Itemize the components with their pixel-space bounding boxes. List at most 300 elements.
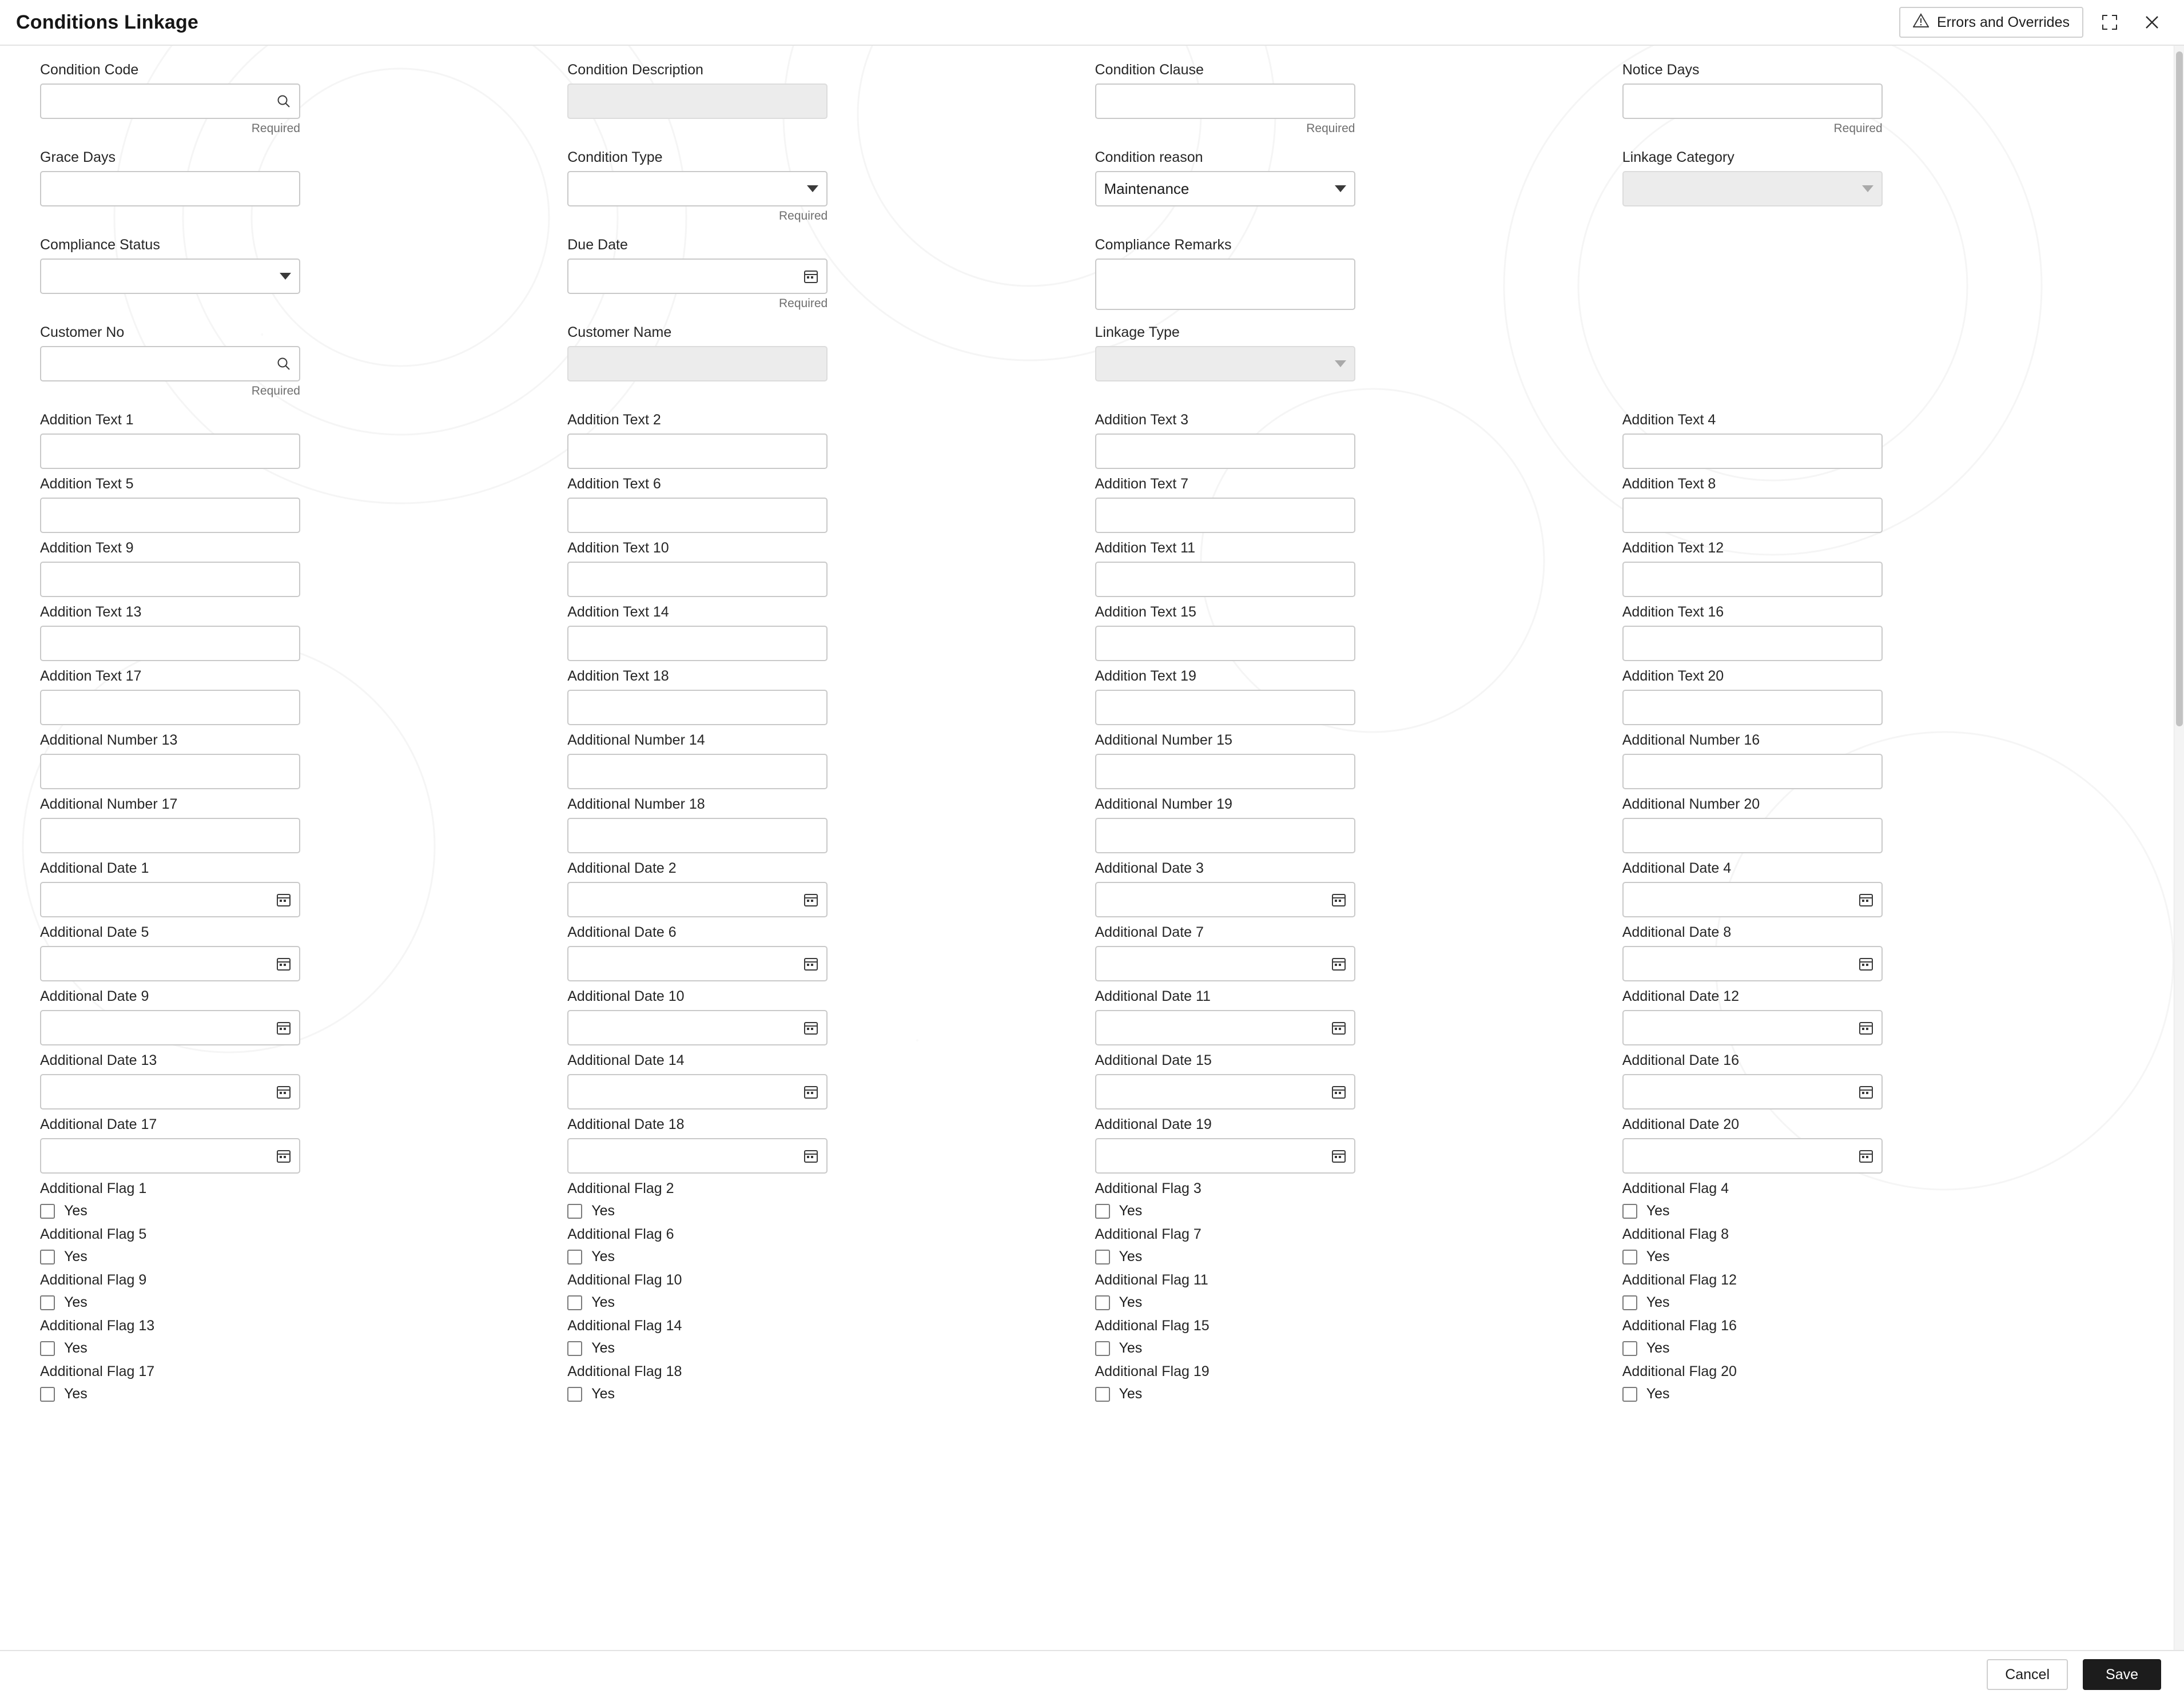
additional-flag-3-checkbox-row[interactable] bbox=[1095, 1203, 1622, 1219]
search-icon[interactable] bbox=[276, 94, 291, 109]
addition-text-5-input[interactable] bbox=[40, 498, 300, 533]
field-linkage-category bbox=[1622, 149, 2150, 223]
condition-type-select[interactable] bbox=[567, 171, 828, 206]
field-label: Additional Flag 2 bbox=[567, 1180, 674, 1196]
checkbox[interactable] bbox=[1622, 1387, 1637, 1402]
additional-date-6 bbox=[567, 924, 1095, 981]
checkbox-label: Yes bbox=[1646, 1248, 1670, 1264]
field-label: Addition Text 20 bbox=[1622, 668, 1724, 684]
additional-date-2-input[interactable] bbox=[567, 882, 828, 917]
calendar-icon[interactable] bbox=[1859, 1020, 1873, 1035]
field-label: Additional Flag 6 bbox=[567, 1226, 674, 1242]
checkbox[interactable] bbox=[1095, 1341, 1110, 1356]
additional-number-19-input[interactable] bbox=[1095, 818, 1355, 853]
checkbox-label: Yes bbox=[1119, 1294, 1143, 1310]
additional-number-14 bbox=[567, 732, 1095, 789]
field-label: Additional Flag 12 bbox=[1622, 1272, 1737, 1288]
field-label: Addition Text 9 bbox=[40, 540, 134, 556]
additional-flag-18-checkbox-row[interactable] bbox=[567, 1386, 1095, 1402]
field-condition-clause bbox=[1095, 62, 1622, 136]
field-label: Additional Number 16 bbox=[1622, 732, 1760, 748]
field-label: Additional Date 7 bbox=[1095, 924, 1204, 940]
additional-flag-15-checkbox-row[interactable] bbox=[1095, 1340, 1622, 1357]
field-label: Addition Text 15 bbox=[1095, 604, 1196, 620]
notice-days-input[interactable] bbox=[1622, 83, 1883, 119]
compliance-status-select[interactable] bbox=[40, 259, 300, 294]
addition-text-3-input[interactable] bbox=[1095, 434, 1355, 469]
additional-flag-14-checkbox-row[interactable] bbox=[567, 1340, 1095, 1357]
chevron-down-icon[interactable] bbox=[280, 273, 291, 280]
additional-date-16-input[interactable] bbox=[1622, 1074, 1883, 1110]
chevron-down-icon[interactable] bbox=[1335, 185, 1346, 192]
checkbox[interactable] bbox=[1622, 1341, 1637, 1356]
additional-number-19 bbox=[1095, 796, 1622, 853]
checkbox-label: Yes bbox=[1119, 1248, 1143, 1264]
additional-date-20-input[interactable] bbox=[1622, 1138, 1883, 1174]
addition-text-13 bbox=[40, 604, 567, 661]
calendar-icon[interactable] bbox=[1859, 1084, 1873, 1099]
addition-text-15-input[interactable] bbox=[1095, 626, 1355, 661]
calendar-icon[interactable] bbox=[1331, 956, 1346, 971]
calendar-icon[interactable] bbox=[803, 1020, 818, 1035]
additional-date-17 bbox=[40, 1116, 567, 1174]
field-label: Additional Date 19 bbox=[1095, 1116, 1212, 1132]
additional-date-14 bbox=[567, 1052, 1095, 1110]
checkbox-label: Yes bbox=[591, 1203, 615, 1219]
addition-text-10-input[interactable] bbox=[567, 562, 828, 597]
additional-number-17 bbox=[40, 796, 567, 853]
checkbox-label: Yes bbox=[591, 1248, 615, 1264]
additional-flag-11-checkbox-row[interactable] bbox=[1095, 1294, 1622, 1311]
field-label: Additional Date 6 bbox=[567, 924, 677, 940]
additional-date-8 bbox=[1622, 924, 2150, 981]
field-label: Addition Text 3 bbox=[1095, 412, 1189, 428]
field-grace-days bbox=[40, 149, 567, 223]
additional-date-17-input[interactable] bbox=[40, 1138, 300, 1174]
checkbox[interactable] bbox=[40, 1204, 55, 1219]
checkbox[interactable] bbox=[1095, 1204, 1110, 1219]
addition-text-7 bbox=[1095, 476, 1622, 533]
additional-flag-16-checkbox-row[interactable] bbox=[1622, 1340, 2150, 1357]
field-label: Additional Date 1 bbox=[40, 860, 149, 876]
field-label: Addition Text 12 bbox=[1622, 540, 1724, 556]
due-date-input[interactable] bbox=[567, 259, 828, 294]
search-icon[interactable] bbox=[276, 356, 291, 371]
calendar-icon[interactable] bbox=[276, 1148, 291, 1163]
compliance-remarks-textarea[interactable] bbox=[1095, 259, 1355, 310]
field-label: Additional Date 11 bbox=[1095, 988, 1211, 1004]
additional-flag-6-checkbox-row[interactable] bbox=[567, 1248, 1095, 1265]
additional-flag-18 bbox=[567, 1363, 1095, 1402]
field-label: Additional Flag 15 bbox=[1095, 1318, 1210, 1334]
additional-flag-12 bbox=[1622, 1272, 2150, 1311]
field-value: Maintenance bbox=[1104, 180, 1190, 197]
checkbox-label: Yes bbox=[1646, 1386, 1670, 1402]
addition-text-9-input[interactable] bbox=[40, 562, 300, 597]
additional-date-5-input[interactable] bbox=[40, 946, 300, 981]
field-label: Additional Flag 16 bbox=[1622, 1318, 1737, 1334]
additional-flag-1 bbox=[40, 1180, 567, 1219]
chevron-down-icon bbox=[1862, 185, 1873, 192]
additional-date-10 bbox=[567, 988, 1095, 1045]
additional-flag-8-checkbox-row[interactable] bbox=[1622, 1248, 2150, 1265]
cancel-button[interactable]: Cancel bbox=[1987, 1659, 2068, 1690]
field-linkage-type bbox=[1095, 324, 1622, 398]
linkage-category-select bbox=[1622, 171, 1883, 206]
additional-date-3 bbox=[1095, 860, 1622, 917]
checkbox[interactable] bbox=[1622, 1295, 1637, 1310]
checkbox-label: Yes bbox=[64, 1386, 87, 1402]
additional-number-15 bbox=[1095, 732, 1622, 789]
field-label: Grace Days bbox=[40, 149, 116, 165]
field-label: Additional Flag 9 bbox=[40, 1272, 147, 1288]
field-label: Additional Flag 18 bbox=[567, 1363, 682, 1379]
additional-flag-12-checkbox-row[interactable] bbox=[1622, 1294, 2150, 1311]
page-title: Conditions Linkage bbox=[16, 11, 199, 33]
additional-flag-7-checkbox-row[interactable] bbox=[1095, 1248, 1622, 1265]
calendar-icon[interactable] bbox=[276, 1020, 291, 1035]
field-label: Customer No bbox=[40, 324, 125, 340]
checkbox[interactable] bbox=[567, 1250, 582, 1264]
field-label: Additional Date 20 bbox=[1622, 1116, 1740, 1132]
checkbox[interactable] bbox=[1622, 1250, 1637, 1264]
field-label: Additional Flag 11 bbox=[1095, 1272, 1208, 1288]
additional-flag-13 bbox=[40, 1318, 567, 1357]
field-label: Addition Text 18 bbox=[567, 668, 669, 684]
additional-date-12-input[interactable] bbox=[1622, 1010, 1883, 1045]
additional-flag-2 bbox=[567, 1180, 1095, 1219]
additional-date-grid bbox=[40, 860, 2150, 1180]
field-label: Additional Date 13 bbox=[40, 1052, 157, 1068]
additional-flag-9-checkbox-row[interactable] bbox=[40, 1294, 567, 1311]
additional-number-18-input[interactable] bbox=[567, 818, 828, 853]
save-button[interactable]: Save bbox=[2083, 1659, 2161, 1690]
field-label: Additional Number 15 bbox=[1095, 732, 1232, 748]
addition-text-18-input[interactable] bbox=[567, 690, 828, 725]
additional-date-1-input[interactable] bbox=[40, 882, 300, 917]
field-customer-name bbox=[567, 324, 1095, 398]
addition-text-20-input[interactable] bbox=[1622, 690, 1883, 725]
checkbox[interactable] bbox=[40, 1341, 55, 1356]
additional-flag-5-checkbox-row[interactable] bbox=[40, 1248, 567, 1265]
addition-text-9 bbox=[40, 540, 567, 597]
addition-text-16 bbox=[1622, 604, 2150, 661]
form-body bbox=[0, 46, 2184, 1432]
calendar-icon[interactable] bbox=[276, 1084, 291, 1099]
field-condition-code bbox=[40, 62, 567, 136]
additional-date-16 bbox=[1622, 1052, 2150, 1110]
addition-text-7-input[interactable] bbox=[1095, 498, 1355, 533]
field-label: Due Date bbox=[567, 237, 628, 253]
addition-text-20 bbox=[1622, 668, 2150, 725]
checkbox-label: Yes bbox=[64, 1294, 87, 1310]
additional-date-19-input[interactable] bbox=[1095, 1138, 1355, 1174]
errors-and-overrides-button[interactable] bbox=[1899, 7, 2083, 38]
checkbox[interactable] bbox=[567, 1387, 582, 1402]
condition-clause-input[interactable] bbox=[1095, 83, 1355, 119]
field-label: Notice Days bbox=[1622, 62, 1700, 78]
additional-number-13 bbox=[40, 732, 567, 789]
additional-date-11 bbox=[1095, 988, 1622, 1045]
checkbox[interactable] bbox=[1095, 1295, 1110, 1310]
field-label: Additional Flag 19 bbox=[1095, 1363, 1210, 1379]
field-label: Additional Date 15 bbox=[1095, 1052, 1212, 1068]
additional-flag-11 bbox=[1095, 1272, 1622, 1311]
addition-text-14 bbox=[567, 604, 1095, 661]
additional-flag-grid bbox=[40, 1180, 2150, 1409]
additional-date-9 bbox=[40, 988, 567, 1045]
additional-date-4-input[interactable] bbox=[1622, 882, 1883, 917]
additional-date-11-input[interactable] bbox=[1095, 1010, 1355, 1045]
minimize-icon[interactable] bbox=[2094, 6, 2126, 38]
addition-text-2 bbox=[567, 412, 1095, 469]
field-label: Addition Text 4 bbox=[1622, 412, 1716, 428]
addition-text-8 bbox=[1622, 476, 2150, 533]
field-label: Additional Date 5 bbox=[40, 924, 149, 940]
checkbox-label: Yes bbox=[1646, 1203, 1670, 1219]
calendar-icon[interactable] bbox=[1331, 1020, 1346, 1035]
additional-flag-10-checkbox-row[interactable] bbox=[567, 1294, 1095, 1311]
checkbox-label: Yes bbox=[591, 1340, 615, 1356]
additional-date-8-input[interactable] bbox=[1622, 946, 1883, 981]
top-fields-grid bbox=[40, 62, 2150, 412]
vertical-scrollbar[interactable] bbox=[2174, 46, 2184, 1650]
calendar-icon[interactable] bbox=[1331, 1148, 1346, 1163]
field-label: Additional Date 14 bbox=[567, 1052, 685, 1068]
calendar-icon[interactable] bbox=[803, 892, 818, 907]
checkbox[interactable] bbox=[1622, 1204, 1637, 1219]
additional-flag-15 bbox=[1095, 1318, 1622, 1357]
field-label: Addition Text 11 bbox=[1095, 540, 1196, 556]
addition-text-19-input[interactable] bbox=[1095, 690, 1355, 725]
required-hint: Required bbox=[1833, 122, 1883, 135]
field-label: Condition Description bbox=[567, 62, 703, 78]
additional-flag-4 bbox=[1622, 1180, 2150, 1219]
additional-number-14-input[interactable] bbox=[567, 754, 828, 789]
addition-text-4-input[interactable] bbox=[1622, 434, 1883, 469]
checkbox-label: Yes bbox=[1119, 1386, 1143, 1402]
errors-and-overrides-label: Errors and Overrides bbox=[1936, 14, 2070, 30]
field-label: Additional Flag 1 bbox=[40, 1180, 147, 1196]
field-label: Additional Date 2 bbox=[567, 860, 677, 876]
calendar-icon[interactable] bbox=[1331, 892, 1346, 907]
additional-date-2 bbox=[567, 860, 1095, 917]
additional-number-15-input[interactable] bbox=[1095, 754, 1355, 789]
additional-date-18-input[interactable] bbox=[567, 1138, 828, 1174]
field-label: Addition Text 2 bbox=[567, 412, 661, 428]
field-label: Additional Flag 17 bbox=[40, 1363, 155, 1379]
additional-date-1 bbox=[40, 860, 567, 917]
additional-date-10-input[interactable] bbox=[567, 1010, 828, 1045]
additional-date-9-input[interactable] bbox=[40, 1010, 300, 1045]
warning-triangle-icon bbox=[1913, 13, 1929, 32]
addition-text-2-input[interactable] bbox=[567, 434, 828, 469]
required-hint: Required bbox=[251, 384, 300, 397]
condition-code-input[interactable] bbox=[40, 83, 300, 119]
addition-text-14-input[interactable] bbox=[567, 626, 828, 661]
field-label: Addition Text 7 bbox=[1095, 476, 1189, 492]
grace-days-input[interactable] bbox=[40, 171, 300, 206]
field-label: Condition reason bbox=[1095, 149, 1203, 165]
field-label: Additional Number 13 bbox=[40, 732, 178, 748]
checkbox[interactable] bbox=[40, 1250, 55, 1264]
additional-date-14-input[interactable] bbox=[567, 1074, 828, 1110]
additional-date-4 bbox=[1622, 860, 2150, 917]
addition-text-12 bbox=[1622, 540, 2150, 597]
calendar-icon[interactable] bbox=[803, 1084, 818, 1099]
field-placeholder-1 bbox=[1622, 237, 2150, 311]
additional-flag-17-checkbox-row[interactable] bbox=[40, 1386, 567, 1402]
additional-flag-19-checkbox-row[interactable] bbox=[1095, 1386, 1622, 1402]
additional-flag-6 bbox=[567, 1226, 1095, 1265]
field-label: Additional Date 18 bbox=[567, 1116, 685, 1132]
additional-date-15-input[interactable] bbox=[1095, 1074, 1355, 1110]
form-scroll-area[interactable] bbox=[0, 46, 2184, 1650]
field-label: Additional Date 9 bbox=[40, 988, 149, 1004]
additional-date-13-input[interactable] bbox=[40, 1074, 300, 1110]
required-hint: Required bbox=[779, 209, 828, 222]
addition-text-6-input[interactable] bbox=[567, 498, 828, 533]
customer-no-input[interactable] bbox=[40, 346, 300, 381]
field-label: Addition Text 5 bbox=[40, 476, 134, 492]
addition-text-4 bbox=[1622, 412, 2150, 469]
calendar-icon[interactable] bbox=[803, 1148, 818, 1163]
field-label: Additional Flag 4 bbox=[1622, 1180, 1729, 1196]
checkbox-label: Yes bbox=[591, 1294, 615, 1310]
field-label: Addition Text 19 bbox=[1095, 668, 1196, 684]
field-due-date bbox=[567, 237, 1095, 311]
addition-text-11-input[interactable] bbox=[1095, 562, 1355, 597]
field-label: Additional Flag 20 bbox=[1622, 1363, 1737, 1379]
addition-text-12-input[interactable] bbox=[1622, 562, 1883, 597]
field-label: Addition Text 8 bbox=[1622, 476, 1716, 492]
customer-name-input bbox=[567, 346, 828, 381]
chevron-down-icon bbox=[1335, 360, 1346, 367]
field-label: Customer Name bbox=[567, 324, 672, 340]
additional-date-7 bbox=[1095, 924, 1622, 981]
addition-text-16-input[interactable] bbox=[1622, 626, 1883, 661]
additional-number-20 bbox=[1622, 796, 2150, 853]
checkbox-label: Yes bbox=[64, 1248, 87, 1264]
close-icon[interactable] bbox=[2136, 6, 2168, 38]
addition-text-18 bbox=[567, 668, 1095, 725]
additional-date-7-input[interactable] bbox=[1095, 946, 1355, 981]
checkbox[interactable] bbox=[1095, 1387, 1110, 1402]
field-label: Additional Flag 8 bbox=[1622, 1226, 1729, 1242]
field-label: Additional Flag 5 bbox=[40, 1226, 147, 1242]
additional-flag-1-checkbox-row[interactable] bbox=[40, 1203, 567, 1219]
field-label: Addition Text 17 bbox=[40, 668, 142, 684]
additional-flag-13-checkbox-row[interactable] bbox=[40, 1340, 567, 1357]
checkbox[interactable] bbox=[40, 1295, 55, 1310]
additional-flag-3 bbox=[1095, 1180, 1622, 1219]
chevron-down-icon[interactable] bbox=[807, 185, 818, 192]
field-label: Additional Date 3 bbox=[1095, 860, 1204, 876]
calendar-icon[interactable] bbox=[803, 956, 818, 971]
calendar-icon[interactable] bbox=[276, 956, 291, 971]
additional-number-16-input[interactable] bbox=[1622, 754, 1883, 789]
calendar-icon[interactable] bbox=[276, 892, 291, 907]
additional-flag-20 bbox=[1622, 1363, 2150, 1402]
additional-date-6-input[interactable] bbox=[567, 946, 828, 981]
additional-date-3-input[interactable] bbox=[1095, 882, 1355, 917]
calendar-icon[interactable] bbox=[1331, 1084, 1346, 1099]
checkbox-label: Yes bbox=[1119, 1340, 1143, 1356]
addition-text-10 bbox=[567, 540, 1095, 597]
additional-flag-20-checkbox-row[interactable] bbox=[1622, 1386, 2150, 1402]
calendar-icon[interactable] bbox=[1859, 892, 1873, 907]
field-notice-days bbox=[1622, 62, 2150, 136]
checkbox[interactable] bbox=[567, 1341, 582, 1356]
field-label: Additional Number 14 bbox=[567, 732, 705, 748]
field-label: Additional Date 12 bbox=[1622, 988, 1740, 1004]
condition-reason-select[interactable] bbox=[1095, 171, 1355, 206]
additional-flag-5 bbox=[40, 1226, 567, 1265]
field-label: Linkage Category bbox=[1622, 149, 1735, 165]
required-hint: Required bbox=[779, 297, 828, 310]
field-label: Additional Date 17 bbox=[40, 1116, 157, 1132]
additional-date-19 bbox=[1095, 1116, 1622, 1174]
calendar-icon[interactable] bbox=[1859, 1148, 1873, 1163]
calendar-icon[interactable] bbox=[1859, 956, 1873, 971]
field-label: Linkage Type bbox=[1095, 324, 1180, 340]
additional-date-5 bbox=[40, 924, 567, 981]
calendar-icon[interactable] bbox=[803, 269, 818, 284]
checkbox-label: Yes bbox=[591, 1386, 615, 1402]
additional-number-17-input[interactable] bbox=[40, 818, 300, 853]
checkbox-label: Yes bbox=[1646, 1294, 1670, 1310]
additional-flag-4-checkbox-row[interactable] bbox=[1622, 1203, 2150, 1219]
addition-text-11 bbox=[1095, 540, 1622, 597]
additional-date-13 bbox=[40, 1052, 567, 1110]
addition-text-grid bbox=[40, 412, 2150, 732]
additional-flag-19 bbox=[1095, 1363, 1622, 1402]
checkbox-label: Yes bbox=[64, 1203, 87, 1219]
addition-text-13-input[interactable] bbox=[40, 626, 300, 661]
additional-flag-2-checkbox-row[interactable] bbox=[567, 1203, 1095, 1219]
vertical-scrollbar-thumb[interactable] bbox=[2176, 51, 2183, 726]
field-customer-no bbox=[40, 324, 567, 398]
additional-flag-8 bbox=[1622, 1226, 2150, 1265]
field-label: Additional Flag 10 bbox=[567, 1272, 682, 1288]
field-label: Additional Flag 7 bbox=[1095, 1226, 1202, 1242]
checkbox[interactable] bbox=[40, 1387, 55, 1402]
field-label: Additional Number 20 bbox=[1622, 796, 1760, 812]
additional-number-20-input[interactable] bbox=[1622, 818, 1883, 853]
field-label: Addition Text 1 bbox=[40, 412, 134, 428]
additional-date-20 bbox=[1622, 1116, 2150, 1174]
field-placeholder-2 bbox=[1622, 324, 2150, 398]
checkbox[interactable] bbox=[567, 1295, 582, 1310]
addition-text-17-input[interactable] bbox=[40, 690, 300, 725]
field-label: Addition Text 16 bbox=[1622, 604, 1724, 620]
addition-text-19 bbox=[1095, 668, 1622, 725]
condition-description-input bbox=[567, 83, 828, 119]
checkbox[interactable] bbox=[1095, 1250, 1110, 1264]
addition-text-8-input[interactable] bbox=[1622, 498, 1883, 533]
field-label: Additional Date 10 bbox=[567, 988, 685, 1004]
checkbox-label: Yes bbox=[64, 1340, 87, 1356]
additional-number-13-input[interactable] bbox=[40, 754, 300, 789]
addition-text-17 bbox=[40, 668, 567, 725]
additional-flag-10 bbox=[567, 1272, 1095, 1311]
additional-flag-7 bbox=[1095, 1226, 1622, 1265]
addition-text-1-input[interactable] bbox=[40, 434, 300, 469]
field-label: Compliance Remarks bbox=[1095, 237, 1232, 253]
required-hint: Required bbox=[251, 122, 300, 135]
checkbox[interactable] bbox=[567, 1204, 582, 1219]
checkbox-label: Yes bbox=[1119, 1203, 1143, 1219]
